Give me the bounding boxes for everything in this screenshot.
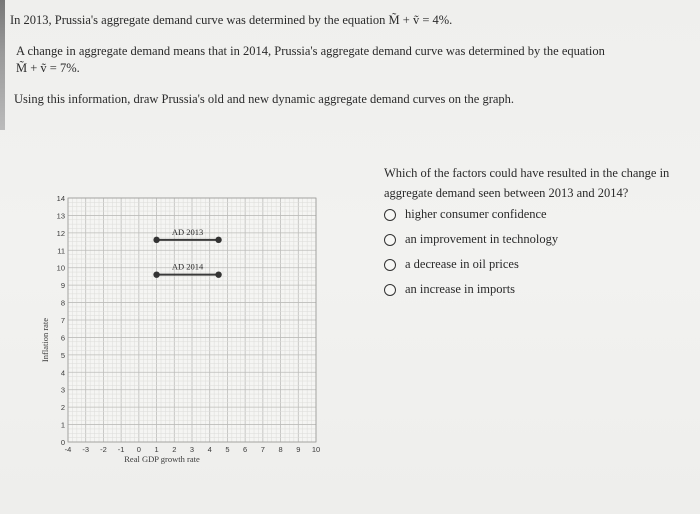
y-tick-label: 0 (60, 438, 65, 447)
y-tick-label: 11 (57, 246, 65, 256)
x-tick-label: 8 (278, 445, 283, 454)
y-tick-label: 5 (60, 350, 65, 360)
x-tick-label: 9 (296, 445, 301, 454)
y-tick-label: 1 (60, 420, 65, 430)
x-tick-label: 0 (136, 445, 141, 454)
ad-graph[interactable] (28, 186, 348, 466)
x-tick-label: 5 (225, 445, 230, 454)
radio-button[interactable] (384, 209, 396, 221)
problem-line-1: In 2013, Prussia's aggregate demand curve was determined by the equation M̃ + ṽ = 4%. (10, 13, 453, 27)
question-line-1: Which of the factors could have resulted in the change in (384, 166, 670, 180)
radio-button[interactable] (384, 284, 396, 296)
y-tick-label: 4 (60, 368, 65, 378)
y-tick-label: 6 (60, 333, 65, 343)
y-tick-label: 8 (60, 298, 65, 308)
x-tick-label: -1 (117, 445, 125, 454)
option-label: an improvement in technology (405, 232, 559, 246)
x-tick-label: 6 (243, 445, 248, 454)
problem-line-4: Using this information, draw Prussia's old and new dynamic aggregate demand curves on the graph. (14, 92, 515, 106)
option-label: higher consumer confidence (405, 207, 547, 221)
option-label: an increase in imports (405, 282, 516, 296)
y-tick-label: 9 (60, 281, 65, 291)
problem-line-2: A change in aggregate demand means that in 2014, Prussia's aggregate demand curve was determined by the equation (16, 44, 605, 58)
ad-2013-point (153, 237, 159, 243)
x-tick-label: -3 (82, 445, 90, 454)
problem-line-3: M̃ + ṽ = 7%. (16, 61, 80, 75)
x-tick-label: 4 (207, 445, 212, 454)
ad-2014-label: AD 2014 (171, 261, 204, 272)
x-axis-label: Real GDP growth rate (124, 454, 200, 464)
y-tick-label: 3 (60, 385, 65, 395)
x-tick-label: 2 (172, 445, 177, 454)
y-tick-label: 10 (56, 263, 65, 273)
y-tick-label: 7 (60, 316, 65, 325)
ad-2013-point (215, 237, 221, 243)
y-tick-label: 13 (56, 211, 65, 221)
y-tick-label: 12 (56, 228, 65, 238)
question-line-2: aggregate demand seen between 2013 and 2014? (384, 186, 629, 200)
x-tick-label: -4 (64, 445, 72, 454)
ad-2014-point (215, 271, 221, 277)
radio-button[interactable] (384, 259, 396, 271)
y-tick-label: 2 (60, 403, 65, 413)
x-tick-label: 10 (311, 445, 321, 454)
radio-button[interactable] (384, 234, 396, 246)
ad-2014-point (153, 271, 159, 277)
y-tick-label: 14 (56, 194, 65, 203)
x-tick-label: 1 (154, 445, 159, 454)
question-text (384, 163, 669, 203)
page-left-edge (0, 0, 5, 130)
ad-2013-label: AD 2013 (171, 226, 204, 237)
x-tick-label: -2 (100, 445, 107, 454)
x-tick-label: 3 (189, 445, 195, 454)
option-label: a decrease in oil prices (405, 257, 519, 271)
y-axis-label: Inflation rate (40, 317, 50, 363)
x-tick-label: 7 (260, 445, 265, 454)
